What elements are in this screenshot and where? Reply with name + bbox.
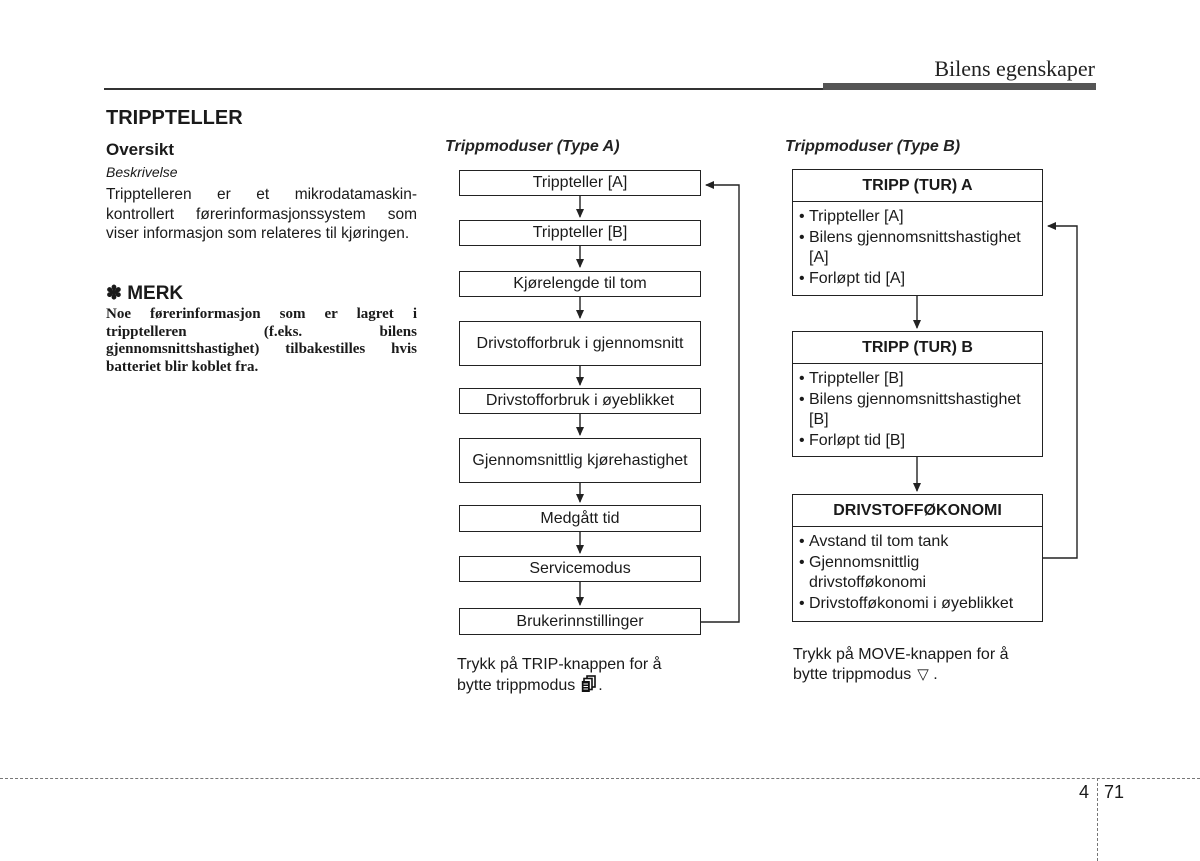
section-title: TRIPPTELLER xyxy=(106,107,243,129)
type-a-caption-end: . xyxy=(598,677,603,694)
list-item: • Forløpt tid [A] xyxy=(799,269,906,287)
list-item: • Trippteller [B] xyxy=(799,370,904,387)
footer-divider xyxy=(0,778,1200,779)
type-a-box-elapsed-time: Medgått tid xyxy=(459,505,701,532)
footer-vertical-divider xyxy=(1097,778,1098,861)
type-a-box-trippteller-a: Trippteller [A] xyxy=(459,170,701,196)
list-item: • Forløpt tid [B] xyxy=(799,431,906,449)
type-a-caption-line1: Trykk på TRIP-knappen for å xyxy=(457,656,662,673)
list-item: • Trippteller [A] xyxy=(799,208,904,225)
type-b-box-trip-b xyxy=(792,331,1043,457)
note-title: MERK xyxy=(127,283,184,304)
description-label: Beskrivelse xyxy=(106,164,178,180)
note-text: Noe førerinformasjon som er lagret i tripptelleren (f.eks. bilens gjennomsnittshastighet) tilbakestilles hvis batteriet blir koblet fra. xyxy=(106,306,417,375)
list-item: • Gjennomsnittlig drivstofføkonomi xyxy=(799,553,927,591)
overview-title: Oversikt xyxy=(106,140,175,159)
type-b-box-header: DRIVSTOFFØKONOMI xyxy=(793,495,1042,527)
type-b-box-header: TRIPP (TUR) A xyxy=(793,170,1042,202)
note-marker: ✽ xyxy=(106,283,122,304)
type-a-box-service-mode: Servicemodus xyxy=(459,556,701,582)
type-b-box-trip-a xyxy=(792,169,1043,296)
type-a-box-trippteller-b: Trippteller [B] xyxy=(459,220,701,246)
type-b-caption-line2: bytte trippmodus xyxy=(793,666,912,683)
type-b-caption xyxy=(793,645,1051,685)
type-a-box-avg-consumption: Drivstofforbruk i gjennomsnitt xyxy=(459,321,701,366)
chapter-number: 4 xyxy=(1079,782,1090,802)
description-text: Tripptelleren er et mikrodatamaskin-kontrollert førerinformasjonssystem som viser informasjon som relateres til kjøringen. xyxy=(106,186,417,242)
type-b-caption-line1: Trykk på MOVE-knappen for å xyxy=(793,646,1009,663)
type-a-caption xyxy=(457,655,715,699)
type-a-title: Trippmoduser (Type A) xyxy=(445,138,620,155)
type-a-box-avg-speed: Gjennomsnittlig kjørehastighet xyxy=(459,438,701,483)
list-item: • Bilens gjennomsnittshastighet [B] xyxy=(799,390,1021,428)
move-button-icon: ▽ xyxy=(917,666,929,683)
type-b-title: Trippmoduser (Type B) xyxy=(785,138,961,155)
type-b-box-fuel-economy xyxy=(792,494,1043,622)
type-b-box-header: TRIPP (TUR) B xyxy=(793,332,1042,364)
type-b-caption-end: . xyxy=(933,666,938,683)
list-item: • Avstand til tom tank xyxy=(799,533,949,550)
header-title: Bilens egenskaper xyxy=(934,56,1095,81)
trip-button-icon xyxy=(581,675,597,699)
type-a-box-instant-consumption: Drivstofforbruk i øyeblikket xyxy=(459,388,701,414)
list-item: • Drivstofføkonomi i øyeblikket xyxy=(799,594,1014,612)
page-number: 71 xyxy=(1104,782,1125,802)
type-a-box-user-settings: Brukerinnstillinger xyxy=(459,608,701,635)
type-a-box-range: Kjørelengde til tom xyxy=(459,271,701,297)
list-item: • Bilens gjennomsnittshastighet [A] xyxy=(799,228,1021,266)
type-a-caption-line2: bytte trippmodus xyxy=(457,677,576,694)
